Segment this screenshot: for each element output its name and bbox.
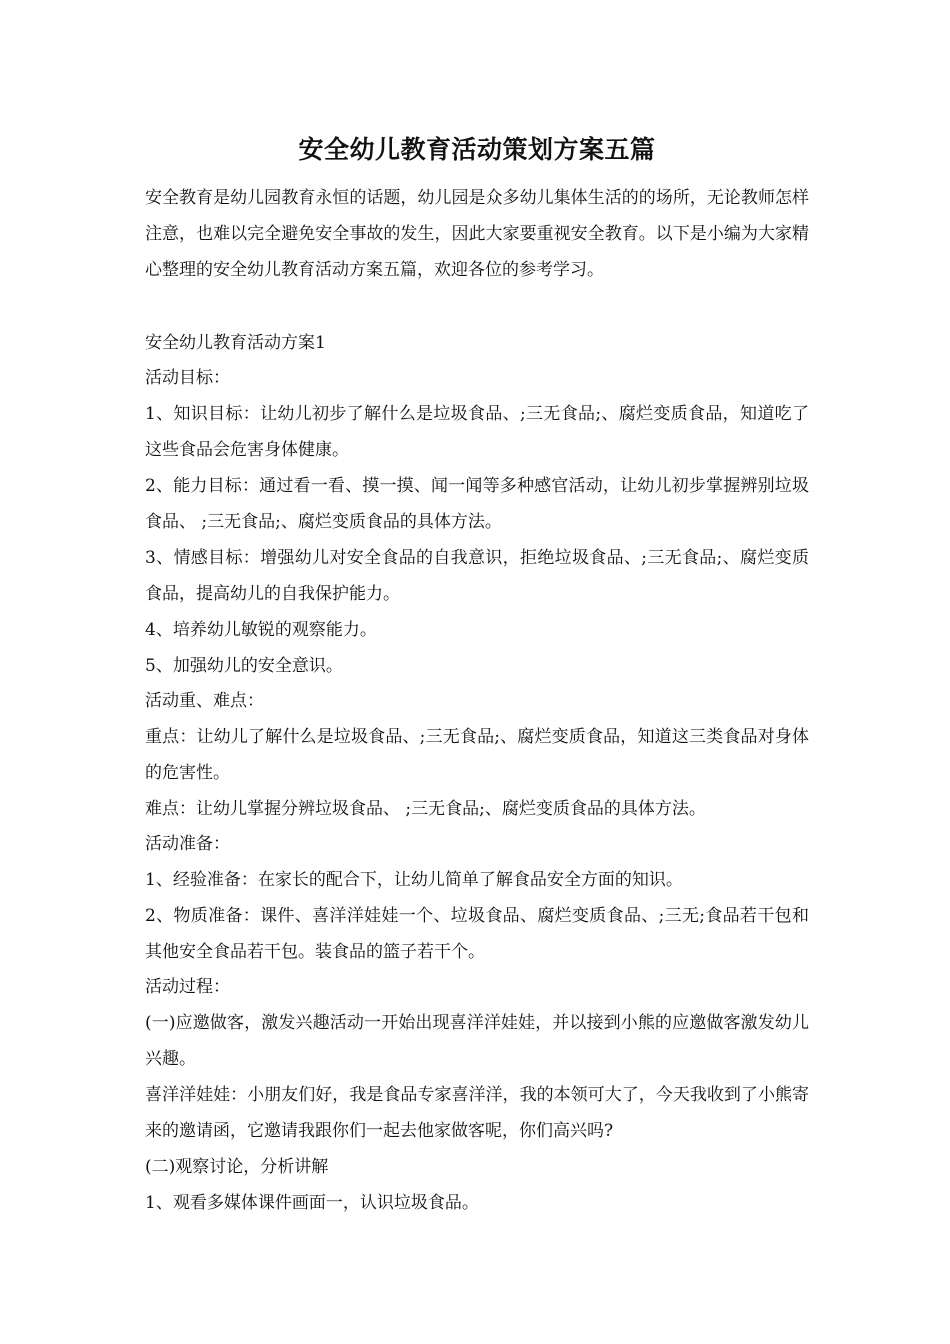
objective-knowledge: 1、知识目标：让幼儿初步了解什么是垃圾食品、;三无食品;、腐烂变质食品，知道吃了这些食品会危害身体健康。: [145, 404, 809, 460]
document-content: [145, 128, 809, 1221]
subheading-process: 活动过程：: [145, 977, 230, 997]
subheading-preparation: 活动准备：: [145, 834, 230, 854]
objective-observation: 4、培养幼儿敏锐的观察能力。: [145, 620, 377, 640]
process-step-two: (二)观察讨论，分析讲解: [145, 1157, 329, 1177]
paragraph-spacer: [145, 288, 809, 326]
objective-emotion: 3、情感目标：增强幼儿对安全食品的自我意识，拒绝垃圾食品、;三无食品;、腐烂变质食品，提高幼儿的自我保护能力。: [145, 548, 809, 604]
process-step-one: (一)应邀做客，激发兴趣活动一开始出现喜洋洋娃娃，并以接到小熊的应邀做客激发幼儿兴趣。: [145, 1013, 809, 1069]
difficult-point: 难点：让幼儿掌握分辨垃圾食品、 ;三无食品;、腐烂变质食品的具体方法。: [145, 799, 706, 819]
section-heading: 安全幼儿教育活动方案1: [145, 333, 326, 353]
preparation-experience: 1、经验准备：在家长的配合下，让幼儿简单了解食品安全方面的知识。: [145, 870, 683, 890]
preparation-materials: 2、物质准备：课件、喜洋洋娃娃一个、垃圾食品、腐烂变质食品、;三无;食品若干包和其他安全食品若干包。装食品的篮子若干个。: [145, 906, 809, 962]
document-title: 安全幼儿教育活动策划方案五篇: [298, 135, 656, 164]
intro-paragraph: 安全教育是幼儿园教育永恒的话题，幼儿园是众多幼儿集体生活的的场所，无论教师怎样注意，也难以完全避免安全事故的发生，因此大家要重视安全教育。以下是小编为大家精心整理的安全幼儿教育活动方案五篇，欢迎各位的参考学习。: [145, 188, 809, 280]
document-body: [145, 326, 809, 1221]
process-step-two-item-one: 1、观看多媒体课件画面一，认识垃圾食品。: [145, 1193, 479, 1213]
objective-safety: 5、加强幼儿的安全意识。: [145, 656, 343, 676]
objective-ability: 2、能力目标：通过看一看、摸一摸、闻一闻等多种感官活动，让幼儿初步掌握辨别垃圾食品、 ;三无食品;、腐烂变质食品的具体方法。: [145, 476, 809, 532]
subheading-key-points: 活动重、难点：: [145, 691, 264, 711]
process-dialogue: 喜洋洋娃娃：小朋友们好，我是食品专家喜洋洋，我的本领可大了，今天我收到了小熊寄来的邀请函，它邀请我跟你们一起去他家做客呢，你们高兴吗?: [145, 1085, 809, 1141]
subheading-objectives: 活动目标：: [145, 368, 230, 388]
key-point: 重点：让幼儿了解什么是垃圾食品、;三无食品;、腐烂变质食品，知道这三类食品对身体的危害性。: [145, 727, 809, 783]
